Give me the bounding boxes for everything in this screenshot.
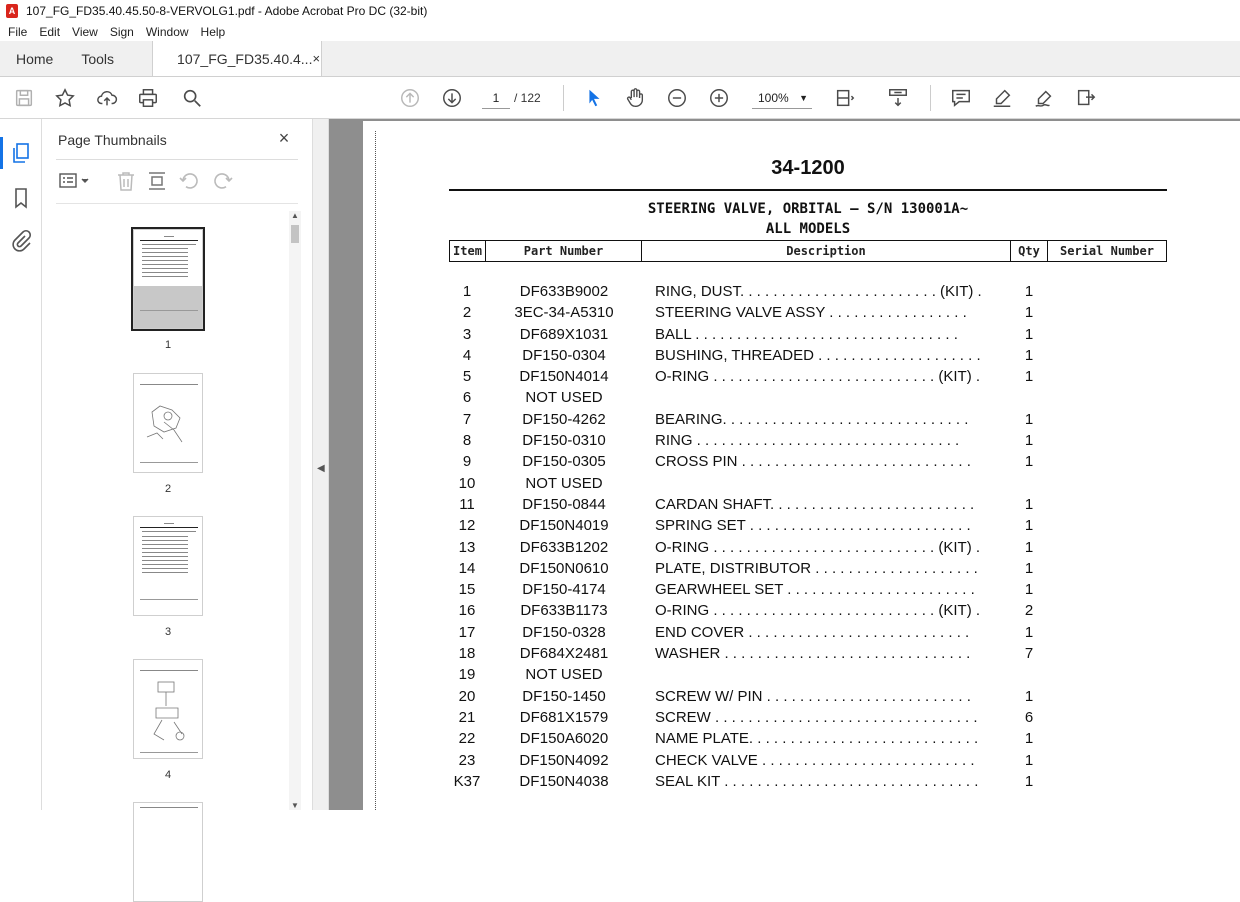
table-row [449,366,1167,387]
attachment-icon[interactable] [9,229,33,253]
row-description: WASHER . . . . . . . . . . . . . . . . . . . . . . . . . . . . . . [655,645,971,663]
row-item: 5 [462,368,472,386]
row-item: 22 [458,730,476,748]
sign-icon[interactable] [1032,86,1056,110]
tab-close-icon[interactable]: × [312,51,321,66]
page-thumbnail-2[interactable] [133,373,203,495]
row-description: BEARING. . . . . . . . . . . . . . . . . . . . . . . . . . . . . . [655,410,969,428]
document-subtitle [449,199,1167,239]
row-qty: 1 [1024,283,1034,300]
header-part-number: Part Number [486,241,642,261]
row-part-number: DF150N0610 [519,559,609,577]
thumbnail-page-number: 4 [164,769,172,781]
row-qty: 1 [1024,559,1034,577]
main-toolbar [0,77,1240,119]
row-description: END COVER . . . . . . . . . . . . . . . . . . . . . . . . . . . [655,623,970,641]
acrobat-app-icon: A [6,4,18,18]
subtitle-line-2: ALL MODELS [765,221,851,237]
hand-tool-icon[interactable] [623,86,647,110]
rotate-counterclockwise-icon[interactable] [178,169,202,193]
menu-help[interactable]: Help [200,24,226,39]
toolbar-separator [930,85,931,111]
page-thumbnail-3[interactable] [133,516,203,638]
table-row [449,281,1167,302]
row-qty: 1 [1024,581,1034,599]
row-description: CROSS PIN . . . . . . . . . . . . . . . . . . . . . . . . . . . . [655,453,971,471]
table-row [449,579,1167,600]
zoom-level-select[interactable] [752,87,812,109]
row-item: 17 [458,623,476,641]
tab-document[interactable] [152,41,322,76]
thumbnail-image [133,229,203,329]
menu-file[interactable]: File [8,24,28,39]
table-row [449,515,1167,536]
title-rule [449,189,1167,191]
table-row [449,728,1167,749]
header-description: Description [642,241,1011,261]
scroll-down-icon[interactable]: ▼ [291,801,299,810]
thumbnail-page-number: 2 [164,483,172,495]
table-row [449,430,1167,451]
close-icon[interactable]: × [278,128,290,148]
document-title: 34-1200 [771,157,845,179]
pdf-page [363,121,1240,810]
divider [56,159,298,160]
document-view[interactable] [329,119,1240,810]
print-icon[interactable] [136,86,160,110]
row-item: 1 [462,283,472,300]
row-item: 4 [462,346,472,364]
previous-page-icon[interactable] [398,86,422,110]
row-qty: 1 [1024,410,1034,428]
row-part-number: NOT USED [525,474,603,492]
row-item: 21 [458,708,476,726]
row-description: BALL . . . . . . . . . . . . . . . . . . . . . . . . . . . . . . . . [655,325,958,343]
table-row [449,494,1167,515]
page-thumbnail-4[interactable] [133,659,203,781]
row-qty: 2 [1024,602,1034,620]
divider [56,203,298,204]
zoom-in-icon[interactable] [707,86,731,110]
table-row [449,707,1167,728]
row-part-number: NOT USED [525,389,603,407]
select-cursor-icon[interactable] [582,86,606,110]
page-number-input[interactable]: 1 [482,87,510,109]
row-description: BUSHING, THREADED . . . . . . . . . . . . . . . . . . . . [655,346,981,364]
row-qty: 1 [1024,772,1034,790]
active-indicator [0,137,3,169]
row-qty: 1 [1024,687,1034,705]
row-description: SPRING SET . . . . . . . . . . . . . . . . . . . . . . . . . . . [655,517,971,535]
thumbnail-options-icon[interactable] [58,169,92,193]
row-item: 7 [462,410,472,428]
upload-cloud-icon[interactable] [95,86,119,110]
menu-sign[interactable]: Sign [109,24,134,39]
row-item: 13 [458,538,476,556]
row-part-number: DF150N4019 [519,517,609,535]
table-row [449,664,1167,685]
row-part-number: DF633B9002 [519,283,609,300]
page-thumbnail-1[interactable] [133,229,203,351]
thumbnail-page-number: 1 [164,339,172,351]
next-page-icon[interactable] [440,86,464,110]
menu-view[interactable]: View [72,24,98,39]
parts-table-body [449,281,1167,792]
row-part-number: DF150-0305 [522,453,606,471]
row-item: 14 [458,559,476,577]
row-part-number: DF150N4092 [519,751,609,769]
row-description: GEARWHEEL SET . . . . . . . . . . . . . . . . . . . . . . . [655,581,975,599]
row-item: 11 [459,495,475,513]
thumbnail-image [133,802,203,902]
row-part-number: DF684X2481 [519,645,609,663]
row-item: K37 [453,772,481,790]
search-icon[interactable] [180,86,204,110]
row-qty: 1 [1024,495,1034,513]
scroll-up-icon[interactable]: ▲ [291,211,299,220]
table-row [449,686,1167,707]
subtitle-line-1: STEERING VALVE, ORBITAL – S/N 130001A~ [647,201,969,217]
delete-page-icon[interactable] [114,169,138,193]
page-thumbnails-icon[interactable] [9,141,33,165]
parts-table-header [449,240,1167,262]
row-qty: 1 [1024,346,1034,364]
row-description: O-RING . . . . . . . . . . . . . . . . . . . . . . . . . . . (KIT) . [655,538,981,556]
thumbnail-image [133,373,203,473]
row-part-number: DF150N4014 [519,368,609,386]
row-qty: 1 [1024,517,1034,535]
row-description: SEAL KIT . . . . . . . . . . . . . . . . . . . . . . . . . . . . . . . [655,772,979,790]
share-export-icon[interactable] [1074,86,1098,110]
row-item: 20 [458,687,476,705]
row-part-number: DF150-0328 [522,623,606,641]
row-qty: 1 [1024,453,1034,471]
zoom-level-value: 100% [758,91,789,105]
menu-bar [0,22,1240,41]
header-serial-number: Serial Number [1060,244,1154,258]
row-qty: 1 [1024,368,1034,386]
row-description: PLATE, DISTRIBUTOR . . . . . . . . . . . . . . . . . . . . [655,559,978,577]
thumbnail-image [133,516,203,616]
table-row [449,324,1167,345]
zoom-out-icon[interactable] [665,86,689,110]
table-row [449,643,1167,664]
row-item: 10 [458,474,476,492]
row-part-number: DF150-0304 [522,346,606,364]
row-part-number: DF150-1450 [522,687,606,705]
row-description: CARDAN SHAFT. . . . . . . . . . . . . . . . . . . . . . . . . [655,495,975,513]
row-item: 15 [458,581,476,599]
menu-edit[interactable]: Edit [39,24,61,39]
row-part-number: NOT USED [525,666,603,684]
page-thumbnail-5[interactable] [133,802,203,902]
row-part-number: DF633B1202 [519,538,609,556]
table-row [449,558,1167,579]
menu-window[interactable]: Window [145,24,189,39]
tab-home[interactable]: Home [16,50,54,67]
row-part-number: DF150N4038 [519,772,609,790]
row-item: 6 [462,389,472,407]
row-qty: 1 [1024,325,1034,343]
comment-icon[interactable] [949,86,973,110]
row-qty: 1 [1024,304,1034,322]
table-row [449,409,1167,430]
left-navigation-rail [0,119,42,810]
row-part-number: DF633B1173 [520,602,608,620]
row-description: O-RING . . . . . . . . . . . . . . . . . . . . . . . . . . . (KIT) . [655,368,981,386]
chevron-down-icon: ▼ [799,93,808,103]
row-part-number: DF150A6020 [519,730,609,748]
row-item: 12 [458,517,476,535]
row-qty: 1 [1024,432,1034,450]
table-row [449,345,1167,366]
row-description: RING, DUST. . . . . . . . . . . . . . . . . . . . . . . . (KIT) . [655,283,982,300]
row-item: 8 [462,432,472,450]
toolbar-separator [563,85,564,111]
table-row [449,600,1167,621]
row-description: STEERING VALVE ASSY . . . . . . . . . . . . . . . . . [655,304,967,322]
row-description: RING . . . . . . . . . . . . . . . . . . . . . . . . . . . . . . . . [655,432,960,450]
row-qty: 7 [1024,645,1034,663]
window-title: 107_FG_FD35.40.45.50-8-VERVOLG1.pdf - Adobe Acrobat Pro DC (32-bit) [26,4,428,18]
row-item: 18 [458,645,476,663]
row-item: 9 [462,453,472,471]
row-qty: 1 [1024,538,1034,556]
row-qty: 1 [1024,730,1034,748]
thumbnail-scrollbar[interactable] [289,211,301,810]
row-qty: 1 [1024,623,1034,641]
panel-splitter[interactable] [312,119,329,810]
row-description: SCREW . . . . . . . . . . . . . . . . . . . . . . . . . . . . . . . . [655,708,978,726]
save-icon[interactable] [12,86,36,110]
tab-document-label: 107_FG_FD35.40.4... [177,50,313,67]
table-row [449,302,1167,323]
bookmark-icon[interactable] [9,186,33,210]
table-row [449,771,1167,792]
extract-page-icon[interactable] [145,169,169,193]
table-row [449,622,1167,643]
scroll-mode-icon[interactable] [886,86,910,110]
panel-title: Page Thumbnails [58,132,167,148]
table-row [449,387,1167,408]
row-item: 2 [462,304,472,322]
row-part-number: DF150-0844 [522,495,606,513]
row-description: CHECK VALVE . . . . . . . . . . . . . . . . . . . . . . . . . . [655,751,975,769]
window-title-bar [0,0,1240,22]
row-item: 23 [458,751,476,769]
page-total: / 122 [514,91,541,105]
highlight-pen-icon[interactable] [990,86,1014,110]
row-description: SCREW W/ PIN . . . . . . . . . . . . . . . . . . . . . . . . . [655,687,971,705]
tab-tools[interactable]: Tools [81,50,115,67]
table-row [449,537,1167,558]
table-row [449,451,1167,472]
row-description: O-RING . . . . . . . . . . . . . . . . . . . . . . . . . . . (KIT) . [655,602,981,620]
row-qty: 1 [1024,751,1034,769]
row-qty: 6 [1024,708,1034,726]
row-part-number: DF681X1579 [519,708,609,726]
row-item: 16 [458,602,476,620]
rotate-clockwise-icon[interactable] [210,169,234,193]
thumbnail-page-number: 3 [164,626,172,638]
header-qty: Qty [1011,241,1048,261]
collapse-panel-icon[interactable]: ◀ [317,463,325,474]
row-part-number: 3EC-34-A5310 [514,304,614,322]
star-icon[interactable] [53,86,77,110]
page-thumbnails-panel [42,119,312,810]
table-row [449,473,1167,494]
scan-edge [375,131,381,810]
page-fit-icon[interactable] [833,86,857,110]
thumbnail-image [133,659,203,759]
scrollbar-thumb[interactable] [291,225,299,243]
row-part-number: DF689X1031 [519,325,609,343]
row-item: 19 [458,666,476,684]
row-item: 3 [462,325,472,343]
header-item: Item [450,241,486,261]
table-row [449,750,1167,771]
row-description: NAME PLATE. . . . . . . . . . . . . . . . . . . . . . . . . . . . [655,730,979,748]
tab-bar [0,41,1240,77]
row-part-number: DF150-4262 [522,410,606,428]
row-part-number: DF150-0310 [522,432,606,450]
row-part-number: DF150-4174 [522,581,606,599]
